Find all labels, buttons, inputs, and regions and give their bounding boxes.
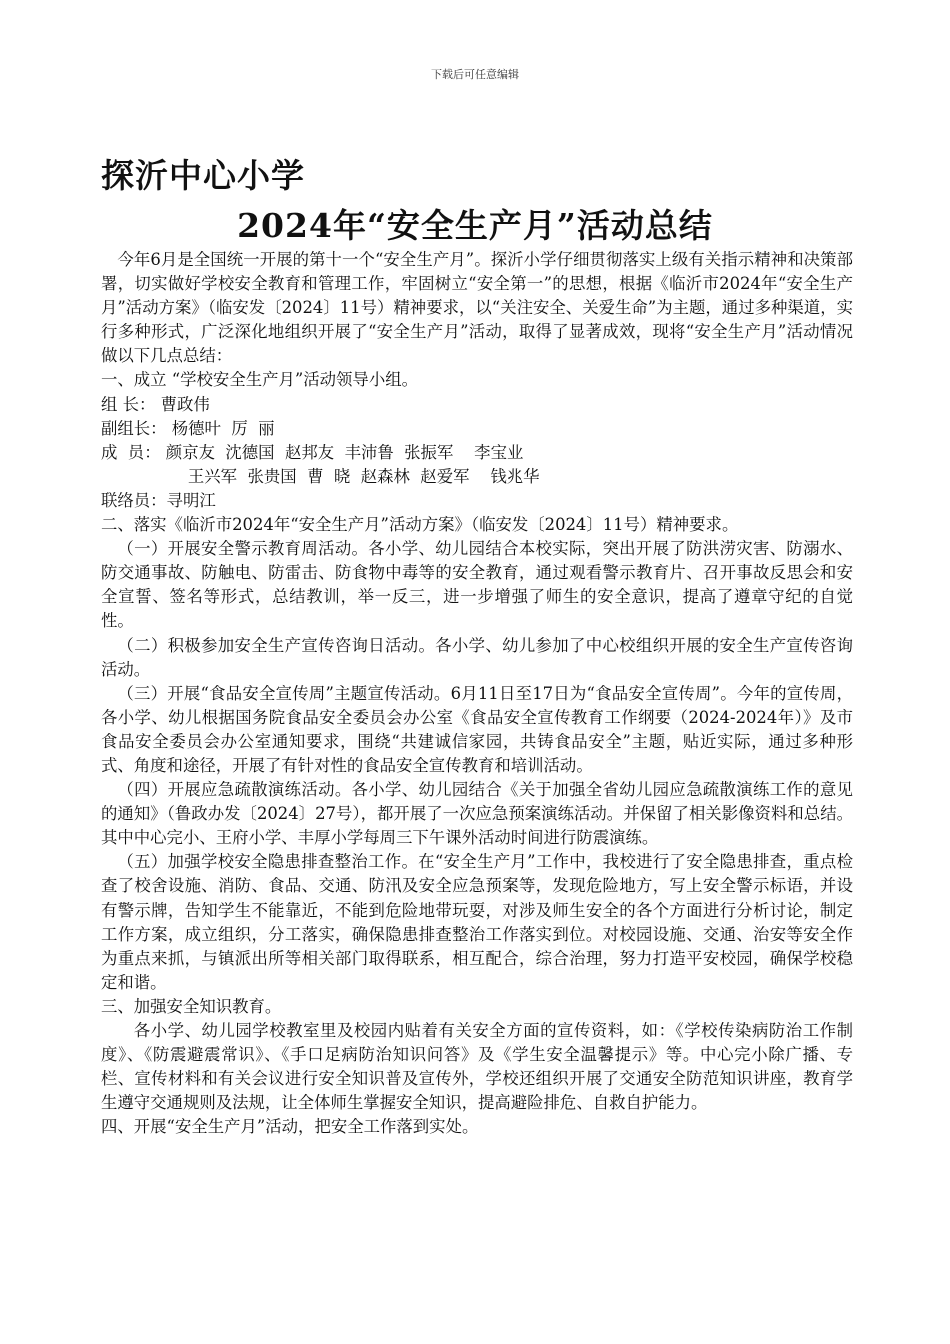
group-leader: 组 长： 曹政伟	[101, 394, 210, 414]
liaison: 联络员：寻明江	[101, 490, 216, 510]
header-note: 下载后可任意编辑	[431, 68, 519, 81]
deputy-leader: 副组长： 杨德叶 厉 丽	[101, 418, 275, 438]
section3-body: 各小学、幼儿园学校教室里及校园内贴着有关安全方面的宣传资料，如：《学校传染病防治工作制度》、《防震避震常识》、《手口足病防治知识问答》及《学生安全温馨提示》等。中心完小除广播、专栏、宣传材料和有关会议进行安全知识普及宣传外，学校还组织开展了交通安全防范知识讲座，教育学生遵守交通规则及法规，让全体师生掌握安全知识，提高避险排危、自救自护能力。	[101, 1021, 853, 1113]
section2-item-3: （三）开展“食品安全宣传周”主题宣传活动。6月11日至17日为“食品安全宣传周”。今年的宣传周，各小学、幼儿根据国务院食品安全委员会办公室《食品安全宣传教育工作纲要（2024-2024年）》及市食品安全委员会办公室通知要求，围绕“共建诚信家园，共铸食品安全”主题，贴近实际，通过多种形式、角度和途径，开展了有针对性的食品安全宣传教育和培训活动。	[101, 683, 853, 775]
section3-heading: 三、加强安全知识教育。	[101, 996, 282, 1016]
document-body	[101, 248, 853, 1139]
members-line-2: 王兴军 张贵国 曹 晓 赵森林 赵爱军 钱兆华	[187, 466, 540, 486]
section1-heading: 一、成立 “学校安全生产月”活动领导小组。	[101, 370, 418, 390]
section2-heading: 二、落实《临沂市2024年“安全生产月”活动方案》（临安发〔2024〕11号）精神要求。	[101, 515, 739, 535]
section4-heading: 四、开展“安全生产月”活动，把安全工作落到实处。	[101, 1117, 479, 1137]
section2-item-5: （五）加强学校安全隐患排查整治工作。在“安全生产月”工作中，我校进行了安全隐患排查，重点检查了校舍设施、消防、食品、交通、防汛及安全应急预案等，发现危险地方，写上安全警示标语，并设有警示牌，告知学生不能靠近，不能到危险地带玩耍，对涉及师生安全的各个方面进行分析讨论，制定工作方案，成立组织，分工落实，确保隐患排查整治工作落实到位。对校园设施、交通、治安等安全作为重点来抓，与镇派出所等相关部门取得联系，相互配合，综合治理，努力打造平安校园，确保学校稳定和谐。	[101, 852, 853, 992]
section2-item-2: （二）积极参加安全生产宣传咨询日活动。各小学、幼儿参加了中心校组织开展的安全生产宣传咨询活动。	[101, 635, 853, 679]
document-title: 2024年“安全生产月”活动总结	[237, 206, 713, 245]
school-name: 探沂中心小学	[101, 156, 305, 195]
intro-paragraph: 今年6月是全国统一开展的第十一个“安全生产月”。探沂小学仔细贯彻落实上级有关指示精神和决策部署，切实做好学校安全教育和管理工作，牢固树立“安全第一”的思想，根据《临沂市2024年“安全生产月”活动方案》（临安发〔2024〕11号）精神要求，以“关注安全、关爱生命”为主题，通过多种渠道，实行多种形式，广泛深化地组织开展了“安全生产月”活动，取得了显著成效，现将“安全生产月”活动情况做以下几点总结：	[101, 250, 853, 366]
members-line-1: 成 员： 颜京友 沈德国 赵邦友 丰沛鲁 张振军 李宝业	[101, 442, 524, 462]
section2-item-4: （四）开展应急疏散演练活动。各小学、幼儿园结合《关于加强全省幼儿园应急疏散演练工作的意见的通知》（鲁政办发〔2024〕27号），都开展了一次应急预案演练活动。并保留了相关影像资料和总结。其中中心完小、王府小学、丰厚小学每周三下午课外活动时间进行防震演练。	[101, 780, 853, 848]
section2-item-1: （一）开展安全警示教育周活动。各小学、幼儿园结合本校实际，突出开展了防洪涝灾害、防溺水、防交通事故、防触电、防雷击、防食物中毒等的安全教育，通过观看警示教育片、召开事故反思会和安全宣誓、签名等形式，总结教训，举一反三，进一步增强了师生的安全意识，提高了遵章守纪的自觉性。	[101, 539, 853, 631]
